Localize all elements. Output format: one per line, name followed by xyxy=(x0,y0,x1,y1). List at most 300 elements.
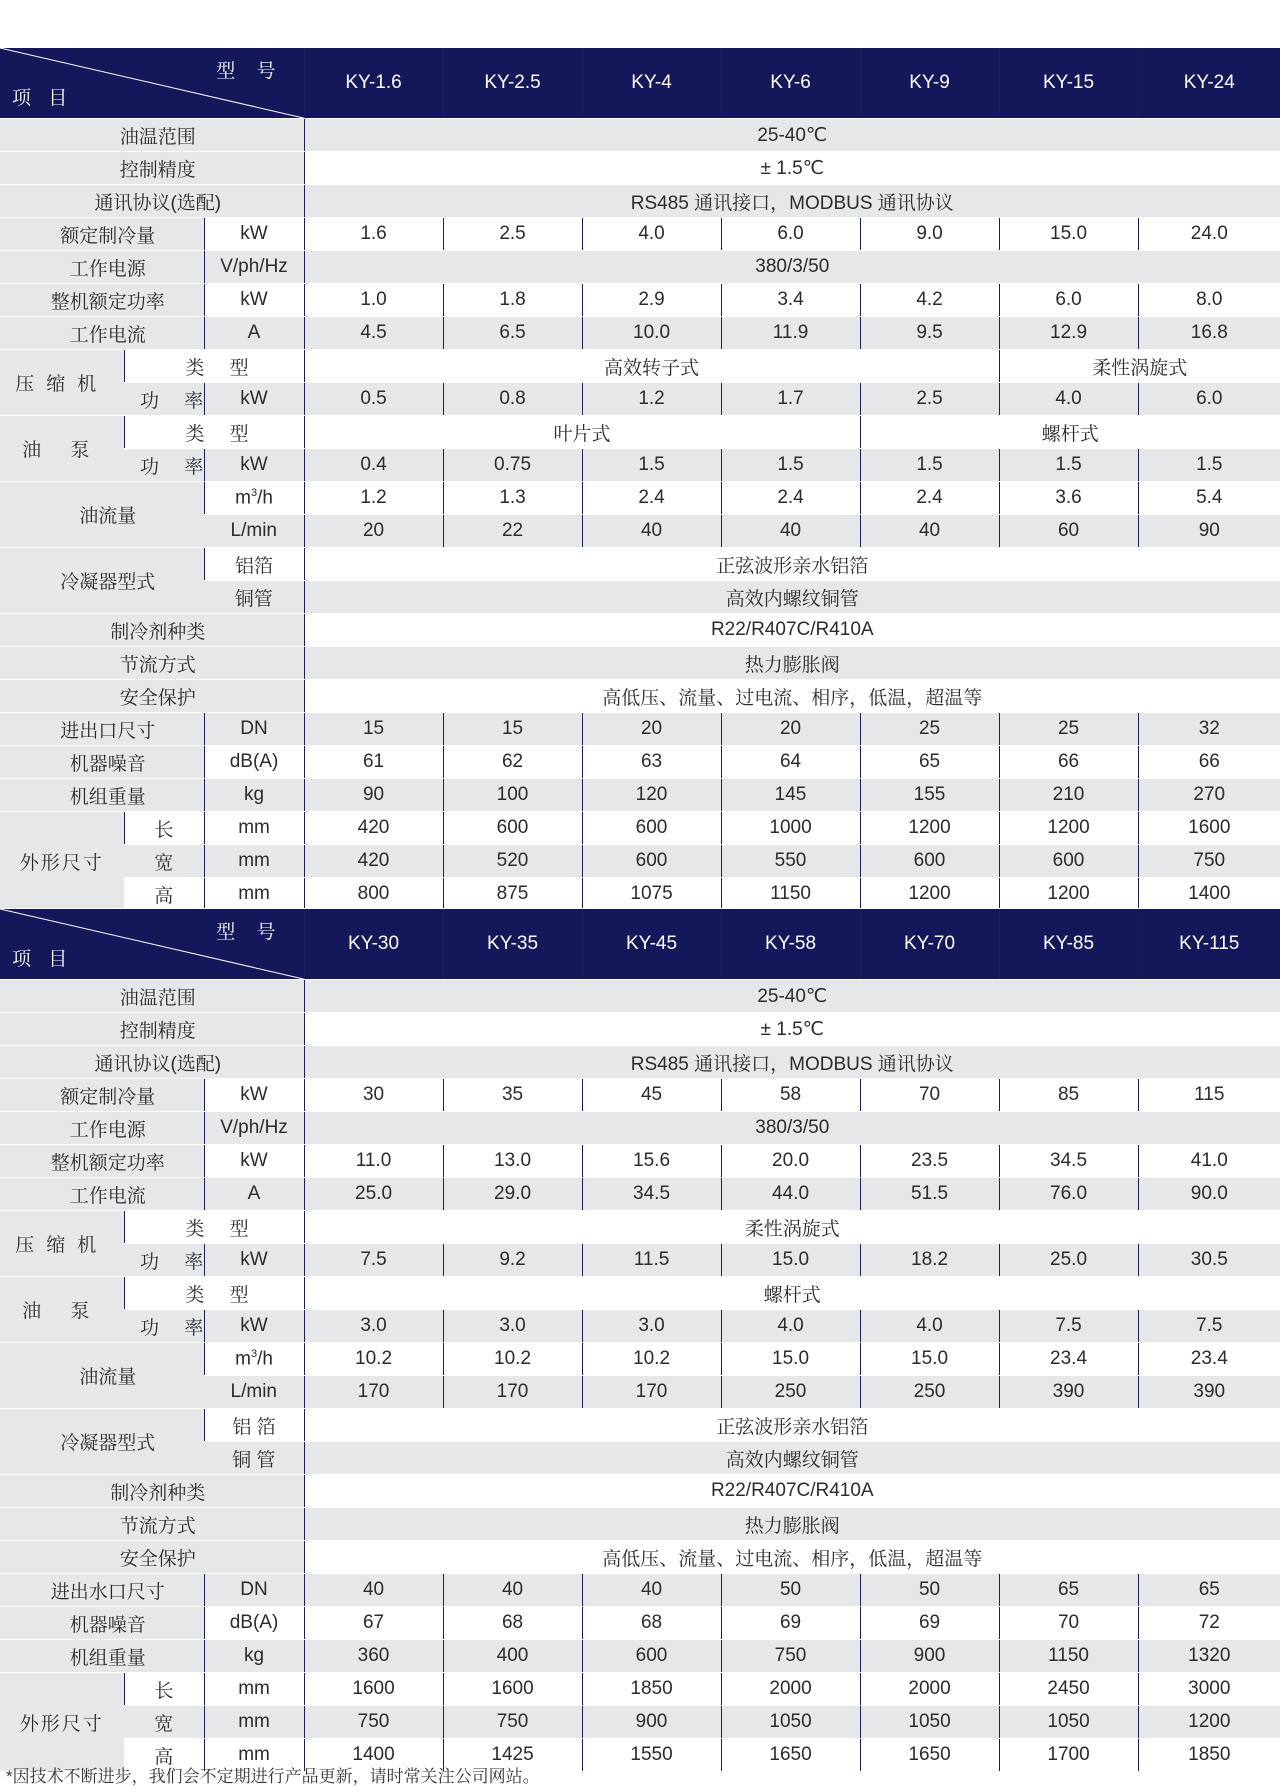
row-pump-type xyxy=(0,416,1280,449)
cell-value: 3.0 xyxy=(582,1310,721,1343)
cell-value: 68 xyxy=(582,1607,721,1640)
cell-value: 1.5 xyxy=(1138,449,1280,482)
row-label: 油流量 xyxy=(0,1343,204,1409)
model-header: KY-85 xyxy=(999,909,1138,980)
row-dim-height xyxy=(0,878,1280,911)
cell-value: 900 xyxy=(860,1640,999,1673)
cell-value: 1600 xyxy=(1138,812,1280,845)
cell-value: 45 xyxy=(582,1079,721,1112)
cell-value: 600 xyxy=(582,812,721,845)
unit-cell: mm xyxy=(204,1739,304,1772)
cell-value: 34.5 xyxy=(582,1178,721,1211)
cell-value: 2000 xyxy=(721,1673,860,1706)
row-precision xyxy=(0,152,1280,185)
row-label: 机组重量 xyxy=(0,1640,204,1673)
cell-value: 1150 xyxy=(999,1640,1138,1673)
row-label: 工作电源 xyxy=(0,251,204,284)
cell-value: 750 xyxy=(443,1706,582,1739)
cell-value: 10.2 xyxy=(582,1343,721,1376)
cell-value: 90 xyxy=(304,779,443,812)
cell-value: 44.0 xyxy=(721,1178,860,1211)
cell-value: 11.0 xyxy=(304,1145,443,1178)
cell-value: 600 xyxy=(582,1640,721,1673)
sub-label: 类 型 xyxy=(124,1277,304,1310)
cell-value: 15.0 xyxy=(721,1343,860,1376)
cell-value: 750 xyxy=(1138,845,1280,878)
cell-value: 1650 xyxy=(860,1739,999,1772)
cell-value: 1.5 xyxy=(582,449,721,482)
sub-label: 宽 xyxy=(124,1706,204,1739)
cell-value: 65 xyxy=(999,1574,1138,1607)
unit-cell: L/min xyxy=(204,1376,304,1409)
row-safety xyxy=(0,1541,1280,1574)
cell-value: R22/R407C/R410A xyxy=(304,1475,1280,1508)
cell-value: 120 xyxy=(582,779,721,812)
cell-value: 7.5 xyxy=(1138,1310,1280,1343)
row-compressor-power xyxy=(0,383,1280,416)
row-comm xyxy=(0,185,1280,218)
unit-cell: A xyxy=(204,1178,304,1211)
cell-value: 66 xyxy=(1138,746,1280,779)
cell-value: 32 xyxy=(1138,713,1280,746)
cell-value: 1050 xyxy=(860,1706,999,1739)
cell-value: 750 xyxy=(304,1706,443,1739)
model-header: KY-15 xyxy=(999,48,1138,119)
cell-value: 5.4 xyxy=(1138,482,1280,515)
row-label: 机器噪音 xyxy=(0,1607,204,1640)
cell-value: 69 xyxy=(721,1607,860,1640)
cell-value: 1400 xyxy=(304,1739,443,1772)
sub-label: 铝 箔 xyxy=(204,1409,304,1442)
cell-value: 25.0 xyxy=(304,1178,443,1211)
cell-value: 25-40℃ xyxy=(304,119,1280,152)
cell-value: 250 xyxy=(721,1376,860,1409)
cell-value: 2.5 xyxy=(860,383,999,416)
row-label: 冷凝器型式 xyxy=(0,548,204,614)
cell-value: 30 xyxy=(304,1079,443,1112)
unit-m: m xyxy=(235,487,251,509)
cell-value: 600 xyxy=(443,812,582,845)
cell-value: 50 xyxy=(860,1574,999,1607)
header-corner xyxy=(0,909,304,980)
group-label: 压缩机 xyxy=(0,1211,124,1277)
model-header: KY-115 xyxy=(1138,909,1280,980)
cell-value: 3000 xyxy=(1138,1673,1280,1706)
cell-value: 热力膨胀阀 xyxy=(304,1508,1280,1541)
cell-value: 23.4 xyxy=(999,1343,1138,1376)
row-label: 通讯协议(选配) xyxy=(0,1046,304,1079)
cell-value: 1700 xyxy=(999,1739,1138,1772)
cell-value: 1200 xyxy=(1138,1706,1280,1739)
row-label: 进出口尺寸 xyxy=(0,713,204,746)
model-header: KY-24 xyxy=(1138,48,1280,119)
unit-cell: V/ph/Hz xyxy=(204,1112,304,1145)
cell-value: 高低压、流量、过电流、相序，低温，超温等 xyxy=(304,680,1280,713)
cell-value: 35 xyxy=(443,1079,582,1112)
cell-value: 1075 xyxy=(582,878,721,911)
cell-value: 65 xyxy=(860,746,999,779)
sub-label: 长 xyxy=(124,1673,204,1706)
cell-value: 380/3/50 xyxy=(304,251,1280,284)
cell-value: 1150 xyxy=(721,878,860,911)
cell-value: 1850 xyxy=(582,1673,721,1706)
spec-table-1 xyxy=(0,47,1280,911)
cell-value: 100 xyxy=(443,779,582,812)
group-label: 油 泵 xyxy=(0,1277,124,1343)
row-cooling xyxy=(0,218,1280,251)
cell-value: 520 xyxy=(443,845,582,878)
row-cooling xyxy=(0,1079,1280,1112)
row-safety xyxy=(0,680,1280,713)
row-noise xyxy=(0,746,1280,779)
cell-value: 正弦波形亲水铝箔 xyxy=(304,1409,1280,1442)
cell-value: 72 xyxy=(1138,1607,1280,1640)
cell-value: 66 xyxy=(999,746,1138,779)
cell-value: 90 xyxy=(1138,515,1280,548)
unit-cell: kW xyxy=(204,1145,304,1178)
model-header: KY-6 xyxy=(721,48,860,119)
row-label: 控制精度 xyxy=(0,152,304,185)
row-weight xyxy=(0,779,1280,812)
cell-value: 叶片式 xyxy=(304,416,860,449)
cell-value: 1425 xyxy=(443,1739,582,1772)
cell-value: 6.5 xyxy=(443,317,582,350)
cell-value: 20 xyxy=(304,515,443,548)
cell-value: 2450 xyxy=(999,1673,1138,1706)
unit-cell xyxy=(204,1343,304,1376)
unit-cell: kW xyxy=(204,284,304,317)
row-current xyxy=(0,1178,1280,1211)
cell-value: 23.5 xyxy=(860,1145,999,1178)
cell-value: 1.2 xyxy=(582,383,721,416)
cell-value: 高效内螺纹铜管 xyxy=(304,581,1280,614)
group-label: 外形尺寸 xyxy=(0,1673,124,1772)
cell-value: 11.5 xyxy=(582,1244,721,1277)
unit-cell: kW xyxy=(204,218,304,251)
cell-value: 25-40℃ xyxy=(304,980,1280,1013)
model-header: KY-35 xyxy=(443,909,582,980)
sub-label: 长 xyxy=(124,812,204,845)
unit-cell: mm xyxy=(204,812,304,845)
row-pump-power xyxy=(0,449,1280,482)
row-refrigerant xyxy=(0,614,1280,647)
cell-value: 9.2 xyxy=(443,1244,582,1277)
row-label: 机组重量 xyxy=(0,779,204,812)
row-label: 工作电流 xyxy=(0,1178,204,1211)
cell-value: 0.5 xyxy=(304,383,443,416)
row-label: 节流方式 xyxy=(0,647,304,680)
row-label: 油流量 xyxy=(0,482,204,548)
row-refrigerant xyxy=(0,1475,1280,1508)
row-label: 制冷剂种类 xyxy=(0,614,304,647)
cell-value: 13.0 xyxy=(443,1145,582,1178)
cell-value: 40 xyxy=(304,1574,443,1607)
cell-value: 15 xyxy=(304,713,443,746)
unit-cell: kW xyxy=(204,383,304,416)
unit-cell: kg xyxy=(204,1640,304,1673)
row-oil-temp xyxy=(0,980,1280,1013)
cell-value: 1550 xyxy=(582,1739,721,1772)
cell-value: 6.0 xyxy=(999,284,1138,317)
unit-cell xyxy=(204,482,304,515)
row-noise xyxy=(0,1607,1280,1640)
cell-value: 40 xyxy=(860,515,999,548)
row-flow-m3h xyxy=(0,1343,1280,1376)
cell-value: 420 xyxy=(304,812,443,845)
row-compressor-type xyxy=(0,350,1280,383)
model-header: KY-1.6 xyxy=(304,48,443,119)
cell-value: 420 xyxy=(304,845,443,878)
cell-value: 柔性涡旋式 xyxy=(304,1211,1280,1244)
cell-value: 30.5 xyxy=(1138,1244,1280,1277)
cell-value: 3.6 xyxy=(999,482,1138,515)
cell-value: 250 xyxy=(860,1376,999,1409)
row-throttle xyxy=(0,647,1280,680)
cell-value: 1650 xyxy=(721,1739,860,1772)
sub-label: 高 xyxy=(124,1739,204,1772)
cell-value: 63 xyxy=(582,746,721,779)
cell-value: 螺杆式 xyxy=(860,416,1280,449)
unit-cell: kW xyxy=(204,1079,304,1112)
unit-cell: kW xyxy=(204,449,304,482)
row-label: 通讯协议(选配) xyxy=(0,185,304,218)
unit-cell: dB(A) xyxy=(204,746,304,779)
cell-value: 155 xyxy=(860,779,999,812)
model-header: KY-30 xyxy=(304,909,443,980)
row-label: 油温范围 xyxy=(0,119,304,152)
sub-label: 铜 管 xyxy=(204,1442,304,1475)
cell-value: 1050 xyxy=(721,1706,860,1739)
spec-table-2 xyxy=(0,908,1280,1772)
unit-cell: V/ph/Hz xyxy=(204,251,304,284)
cell-value: 0.75 xyxy=(443,449,582,482)
unit-cell: DN xyxy=(204,713,304,746)
unit-sup: 3 xyxy=(250,1347,258,1360)
sub-label: 类 型 xyxy=(124,416,304,449)
cell-value: 69 xyxy=(860,1607,999,1640)
cell-value: 2.4 xyxy=(721,482,860,515)
cell-value: 145 xyxy=(721,779,860,812)
cell-value: 40 xyxy=(721,515,860,548)
cell-value: 380/3/50 xyxy=(304,1112,1280,1145)
row-port xyxy=(0,713,1280,746)
cell-value: 4.0 xyxy=(999,383,1138,416)
row-label: 安全保护 xyxy=(0,1541,304,1574)
unit-tail: /h xyxy=(257,1348,273,1370)
sub-label: 铜管 xyxy=(204,581,304,614)
cell-value: 4.0 xyxy=(721,1310,860,1343)
cell-value: 1850 xyxy=(1138,1739,1280,1772)
header-corner xyxy=(0,48,304,119)
cell-value: 18.2 xyxy=(860,1244,999,1277)
row-rated-power xyxy=(0,284,1280,317)
cell-value: 29.0 xyxy=(443,1178,582,1211)
cell-value: 热力膨胀阀 xyxy=(304,647,1280,680)
sub-label: 功 率 xyxy=(124,1310,204,1343)
cell-value: 60 xyxy=(999,515,1138,548)
sub-label: 类 型 xyxy=(124,350,304,383)
cell-value: 1200 xyxy=(999,878,1138,911)
cell-value: 22 xyxy=(443,515,582,548)
cell-value: 2.5 xyxy=(443,218,582,251)
row-label: 整机额定功率 xyxy=(0,1145,204,1178)
cell-value: R22/R407C/R410A xyxy=(304,614,1280,647)
cell-value: 高效内螺纹铜管 xyxy=(304,1442,1280,1475)
cell-value: 7.5 xyxy=(999,1310,1138,1343)
cell-value: 1600 xyxy=(304,1673,443,1706)
cell-value: 24.0 xyxy=(1138,218,1280,251)
cell-value: 875 xyxy=(443,878,582,911)
unit-m: m xyxy=(235,1348,251,1370)
cell-value: 25 xyxy=(999,713,1138,746)
row-dim-width xyxy=(0,1706,1280,1739)
row-label: 额定制冷量 xyxy=(0,1079,204,1112)
unit-cell: kg xyxy=(204,779,304,812)
sub-label: 类 型 xyxy=(124,1211,304,1244)
row-label: 节流方式 xyxy=(0,1508,304,1541)
unit-cell: kW xyxy=(204,1244,304,1277)
cell-value: 4.0 xyxy=(860,1310,999,1343)
row-power-supply xyxy=(0,251,1280,284)
cell-value: 1.5 xyxy=(860,449,999,482)
cell-value: 58 xyxy=(721,1079,860,1112)
cell-value: 51.5 xyxy=(860,1178,999,1211)
sub-label: 功 率 xyxy=(124,1244,204,1277)
row-precision xyxy=(0,1013,1280,1046)
cell-value: 高低压、流量、过电流、相序，低温，超温等 xyxy=(304,1541,1280,1574)
unit-cell: kW xyxy=(204,1310,304,1343)
row-flow-m3h xyxy=(0,482,1280,515)
row-condenser-1 xyxy=(0,1409,1280,1442)
row-label: 控制精度 xyxy=(0,1013,304,1046)
cell-value: ± 1.5℃ xyxy=(304,1013,1280,1046)
cell-value: 550 xyxy=(721,845,860,878)
cell-value: 115 xyxy=(1138,1079,1280,1112)
cell-value: 2.4 xyxy=(860,482,999,515)
cell-value: 34.5 xyxy=(999,1145,1138,1178)
cell-value: 390 xyxy=(999,1376,1138,1409)
cell-value: 7.5 xyxy=(304,1244,443,1277)
cell-value: 67 xyxy=(304,1607,443,1640)
cell-value: 6.0 xyxy=(721,218,860,251)
cell-value: 25 xyxy=(860,713,999,746)
cell-value: 1.8 xyxy=(443,284,582,317)
cell-value: 6.0 xyxy=(1138,383,1280,416)
cell-value: 15 xyxy=(443,713,582,746)
cell-value: 1000 xyxy=(721,812,860,845)
row-label: 冷凝器型式 xyxy=(0,1409,204,1475)
row-current xyxy=(0,317,1280,350)
unit-tail: /h xyxy=(257,487,273,509)
unit-sup: 3 xyxy=(250,486,258,499)
model-header: KY-45 xyxy=(582,909,721,980)
model-header: KY-70 xyxy=(860,909,999,980)
row-label: 安全保护 xyxy=(0,680,304,713)
model-header: KY-58 xyxy=(721,909,860,980)
sub-label: 高 xyxy=(124,878,204,911)
cell-value: 76.0 xyxy=(999,1178,1138,1211)
cell-value: 15.0 xyxy=(860,1343,999,1376)
row-dim-width xyxy=(0,845,1280,878)
group-label: 压缩机 xyxy=(0,350,124,416)
cell-value: 1600 xyxy=(443,1673,582,1706)
cell-value: 4.5 xyxy=(304,317,443,350)
unit-cell: A xyxy=(204,317,304,350)
cell-value: 64 xyxy=(721,746,860,779)
sub-label: 宽 xyxy=(124,845,204,878)
row-compressor-power xyxy=(0,1244,1280,1277)
cell-value: 1.2 xyxy=(304,482,443,515)
cell-value: 170 xyxy=(582,1376,721,1409)
cell-value: 400 xyxy=(443,1640,582,1673)
row-compressor-type xyxy=(0,1211,1280,1244)
cell-value: 1400 xyxy=(1138,878,1280,911)
cell-value: 12.9 xyxy=(999,317,1138,350)
sub-label: 功 率 xyxy=(124,449,204,482)
row-weight xyxy=(0,1640,1280,1673)
cell-value: 68 xyxy=(443,1607,582,1640)
row-dim-length xyxy=(0,812,1280,845)
sub-label: 铝箔 xyxy=(204,548,304,581)
item-label: 项 目 xyxy=(12,88,74,109)
cell-value: 20 xyxy=(582,713,721,746)
cell-value: 1.7 xyxy=(721,383,860,416)
cell-value: 1.5 xyxy=(721,449,860,482)
cell-value: 10.2 xyxy=(443,1343,582,1376)
cell-value: 20.0 xyxy=(721,1145,860,1178)
cell-value: 20 xyxy=(721,713,860,746)
row-label: 工作电源 xyxy=(0,1112,204,1145)
cell-value: 1200 xyxy=(999,812,1138,845)
cell-value: 15.6 xyxy=(582,1145,721,1178)
row-label: 机器噪音 xyxy=(0,746,204,779)
cell-value: 正弦波形亲水铝箔 xyxy=(304,548,1280,581)
cell-value: ± 1.5℃ xyxy=(304,152,1280,185)
footnote: *因技术不断进步，我们会不定期进行产品更新，请时常关注公司网站。 xyxy=(6,1767,540,1786)
cell-value: 170 xyxy=(304,1376,443,1409)
cell-value: 40 xyxy=(443,1574,582,1607)
row-condenser-1 xyxy=(0,548,1280,581)
cell-value: 600 xyxy=(582,845,721,878)
cell-value: RS485 通讯接口，MODBUS 通讯协议 xyxy=(304,1046,1280,1079)
cell-value: 750 xyxy=(721,1640,860,1673)
cell-value: 61 xyxy=(304,746,443,779)
cell-value: 16.8 xyxy=(1138,317,1280,350)
unit-cell: dB(A) xyxy=(204,1607,304,1640)
model-header: KY-2.5 xyxy=(443,48,582,119)
sub-label: 功 率 xyxy=(124,383,204,416)
cell-value: 65 xyxy=(1138,1574,1280,1607)
cell-value: 2.4 xyxy=(582,482,721,515)
cell-value: 10.2 xyxy=(304,1343,443,1376)
row-label: 油温范围 xyxy=(0,980,304,1013)
cell-value: 360 xyxy=(304,1640,443,1673)
cell-value: 1.5 xyxy=(999,449,1138,482)
cell-value: 9.5 xyxy=(860,317,999,350)
model-label: 型 号 xyxy=(216,61,284,82)
cell-value: 90.0 xyxy=(1138,1178,1280,1211)
cell-value: 600 xyxy=(999,845,1138,878)
cell-value: 9.0 xyxy=(860,218,999,251)
cell-value: 1200 xyxy=(860,812,999,845)
cell-value: 70 xyxy=(999,1607,1138,1640)
cell-value: 1.0 xyxy=(304,284,443,317)
cell-value: 900 xyxy=(582,1706,721,1739)
cell-value: 1050 xyxy=(999,1706,1138,1739)
row-comm xyxy=(0,1046,1280,1079)
row-dim-length xyxy=(0,1673,1280,1706)
cell-value: 41.0 xyxy=(1138,1145,1280,1178)
